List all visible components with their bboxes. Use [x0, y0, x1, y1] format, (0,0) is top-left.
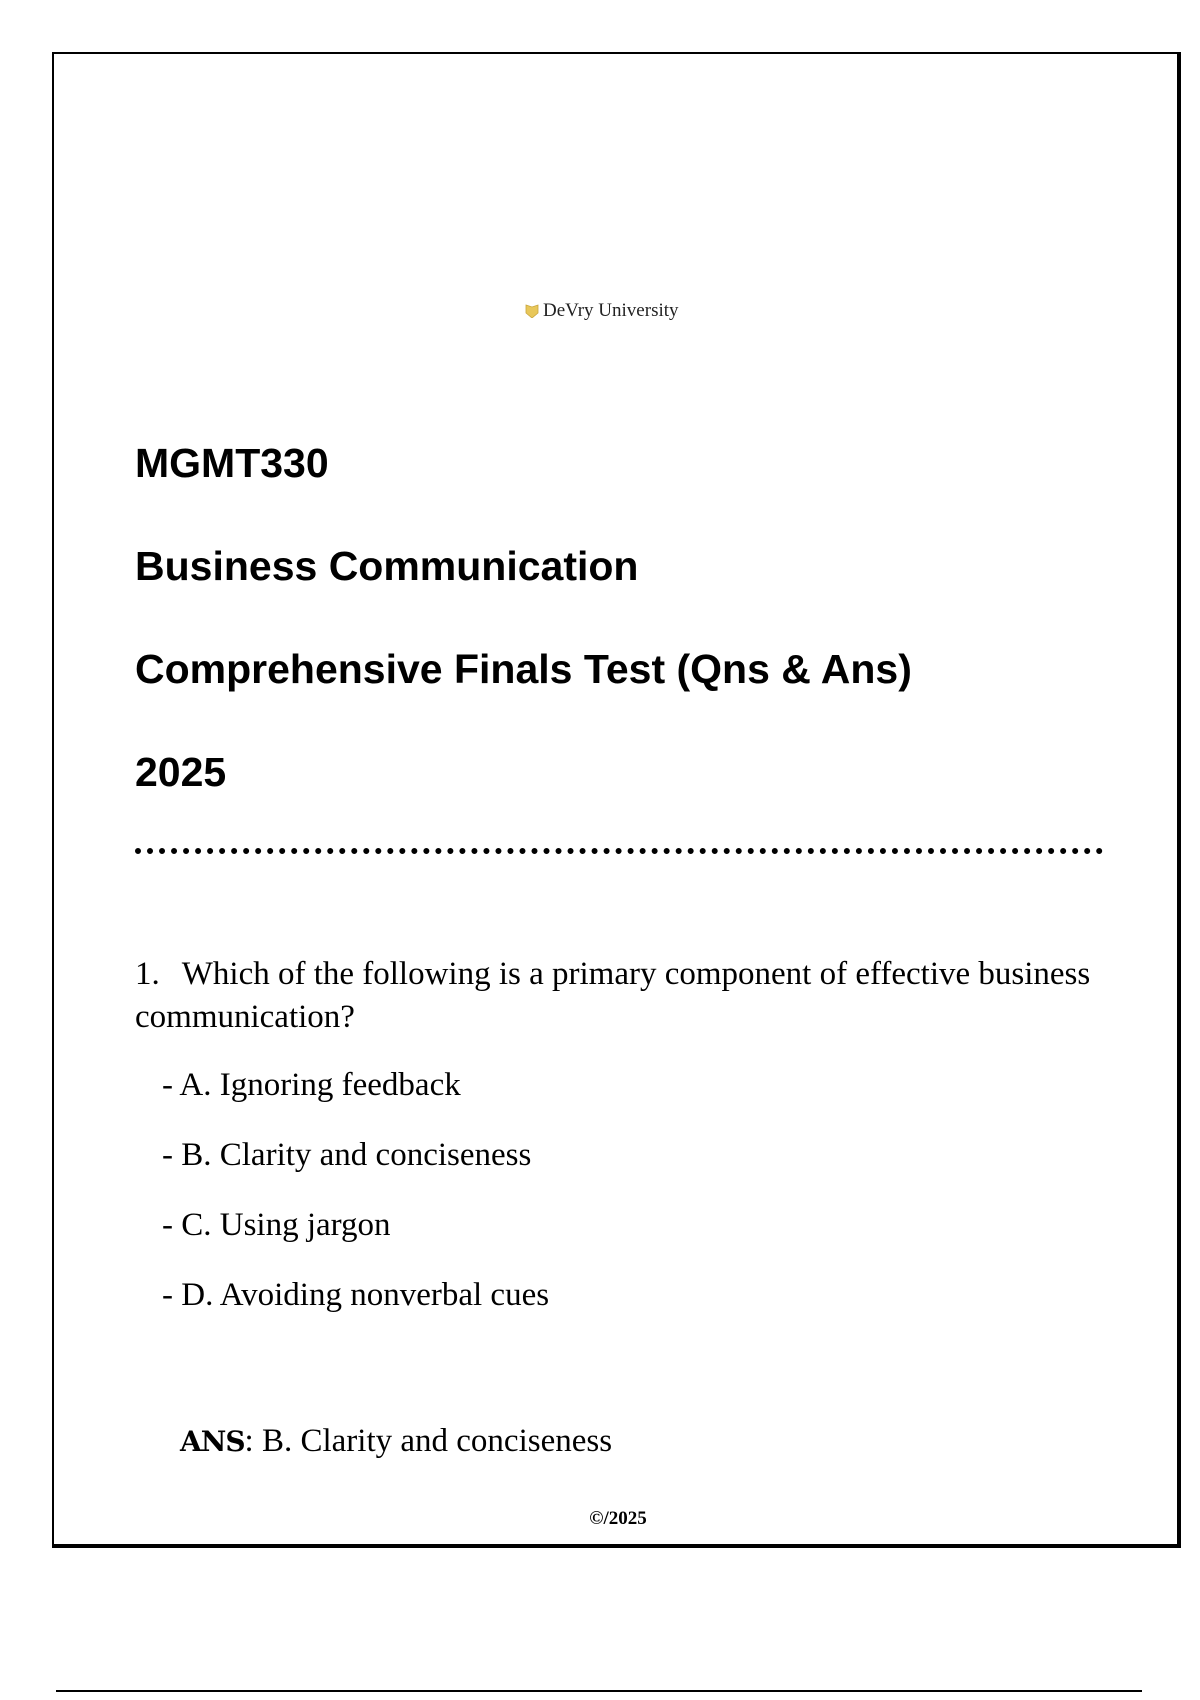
test-year: 2025 [135, 749, 227, 795]
course-code: MGMT330 [135, 440, 329, 486]
option-c: - C. Using jargon [162, 1207, 391, 1243]
logo-text: DeVry University [543, 300, 679, 321]
course-name: Business Communication [135, 543, 639, 589]
test-title: Comprehensive Finals Test (Qns & Ans) [135, 646, 912, 692]
bottom-divider [56, 1690, 1142, 1692]
option-b: - B. Clarity and conciseness [162, 1137, 532, 1173]
question-number: 1. [135, 956, 160, 992]
answer-line [180, 1421, 612, 1462]
copyright-footer: ©/2025 [589, 1508, 647, 1529]
devry-shield-icon [525, 304, 539, 318]
answer-text: : B. Clarity and conciseness [244, 1423, 613, 1459]
option-d: - D. Avoiding nonverbal cues [162, 1277, 550, 1313]
option-a: - A. Ignoring feedback [162, 1067, 461, 1103]
answer-options [162, 1065, 549, 1345]
question-1 [135, 953, 1095, 1039]
dotted-divider [135, 848, 1103, 854]
answer-label: ANS [180, 1425, 245, 1458]
university-logo [525, 300, 679, 322]
question-text: Which of the following is a primary component of effective business communication? [135, 956, 1091, 1035]
